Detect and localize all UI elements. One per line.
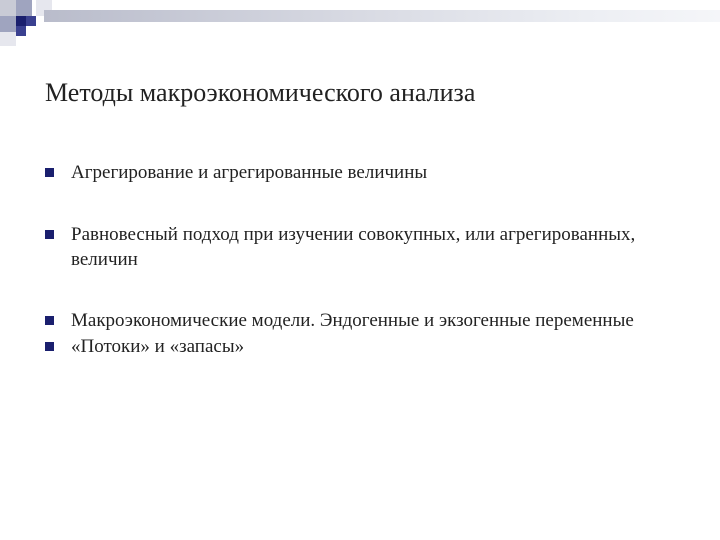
bullet-item [45,334,685,359]
decorative-squares [0,0,60,50]
decor-square [0,32,16,46]
decor-square [16,0,32,16]
bullet-item [45,222,685,272]
decor-square [26,16,36,26]
bullet-text: Агрегирование и агрегированные величины [71,162,428,183]
bullet-item [45,160,685,185]
square-bullet-icon [45,230,54,239]
bullet-list [45,160,685,359]
square-bullet-icon [45,342,54,351]
bullet-text: Макроэкономические модели. Эндогенные и экзогенные переменные [71,310,634,331]
slide-title: Методы макроэкономического анализа [45,78,476,107]
decor-square [0,0,16,16]
decor-square [16,26,26,36]
bullet-item [45,308,685,333]
decorative-gradient-bar [44,10,720,22]
decor-square [0,16,16,32]
decor-square [16,16,26,26]
square-bullet-icon [45,168,54,177]
square-bullet-icon [45,316,54,325]
bullet-text: Равновесный подход при изучении совокупных, или агрегированных, величин [71,224,636,270]
bullet-text: «Потоки» и «запасы» [71,336,245,357]
